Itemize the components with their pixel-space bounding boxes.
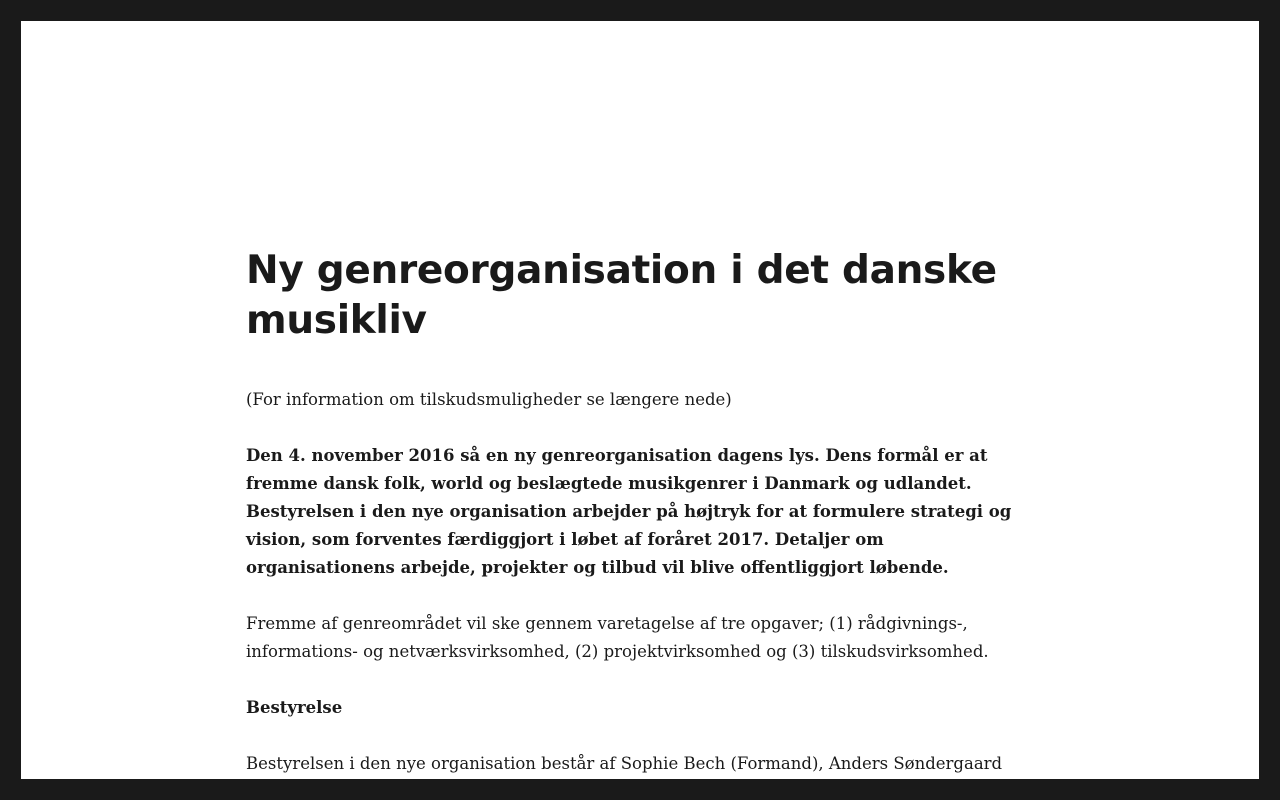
board-heading: Bestyrelse [246, 698, 343, 717]
intro-note: (For information om tilskudsmuligheder se længere nede) [246, 390, 732, 409]
page-frame [21, 21, 1259, 779]
board-paragraph: Bestyrelsen i den nye organisation består af Sophie Bech (Formand), Anders Søndergaard [246, 754, 1003, 773]
lead-paragraph: Den 4. november 2016 så en ny genreorganisation dagens lys. Dens formål er at fremme dansk folk, world og beslægtede musikgenrer i Danmark og udlandet. Bestyrelsen i den nye organisation arbejder på højtryk for at formulere strategi og vision, som forventes færdiggjort i løbet af foråret 2017. Detaljer om organisationens arbejde, projekter og tilbud vil blive offentliggjort løbende. [246, 446, 1012, 577]
article-content [246, 386, 1036, 778]
page-title: Ny genreorganisation i det danske musikliv [246, 248, 997, 343]
tasks-paragraph: Fremme af genreområdet vil ske gennem varetagelse af tre opgaver; (1) rådgivnings-, informations- og netværksvirksomhed, (2) projektvirksomhed og (3) tilskudsvirksomhed. [246, 614, 989, 661]
article [246, 246, 1036, 779]
